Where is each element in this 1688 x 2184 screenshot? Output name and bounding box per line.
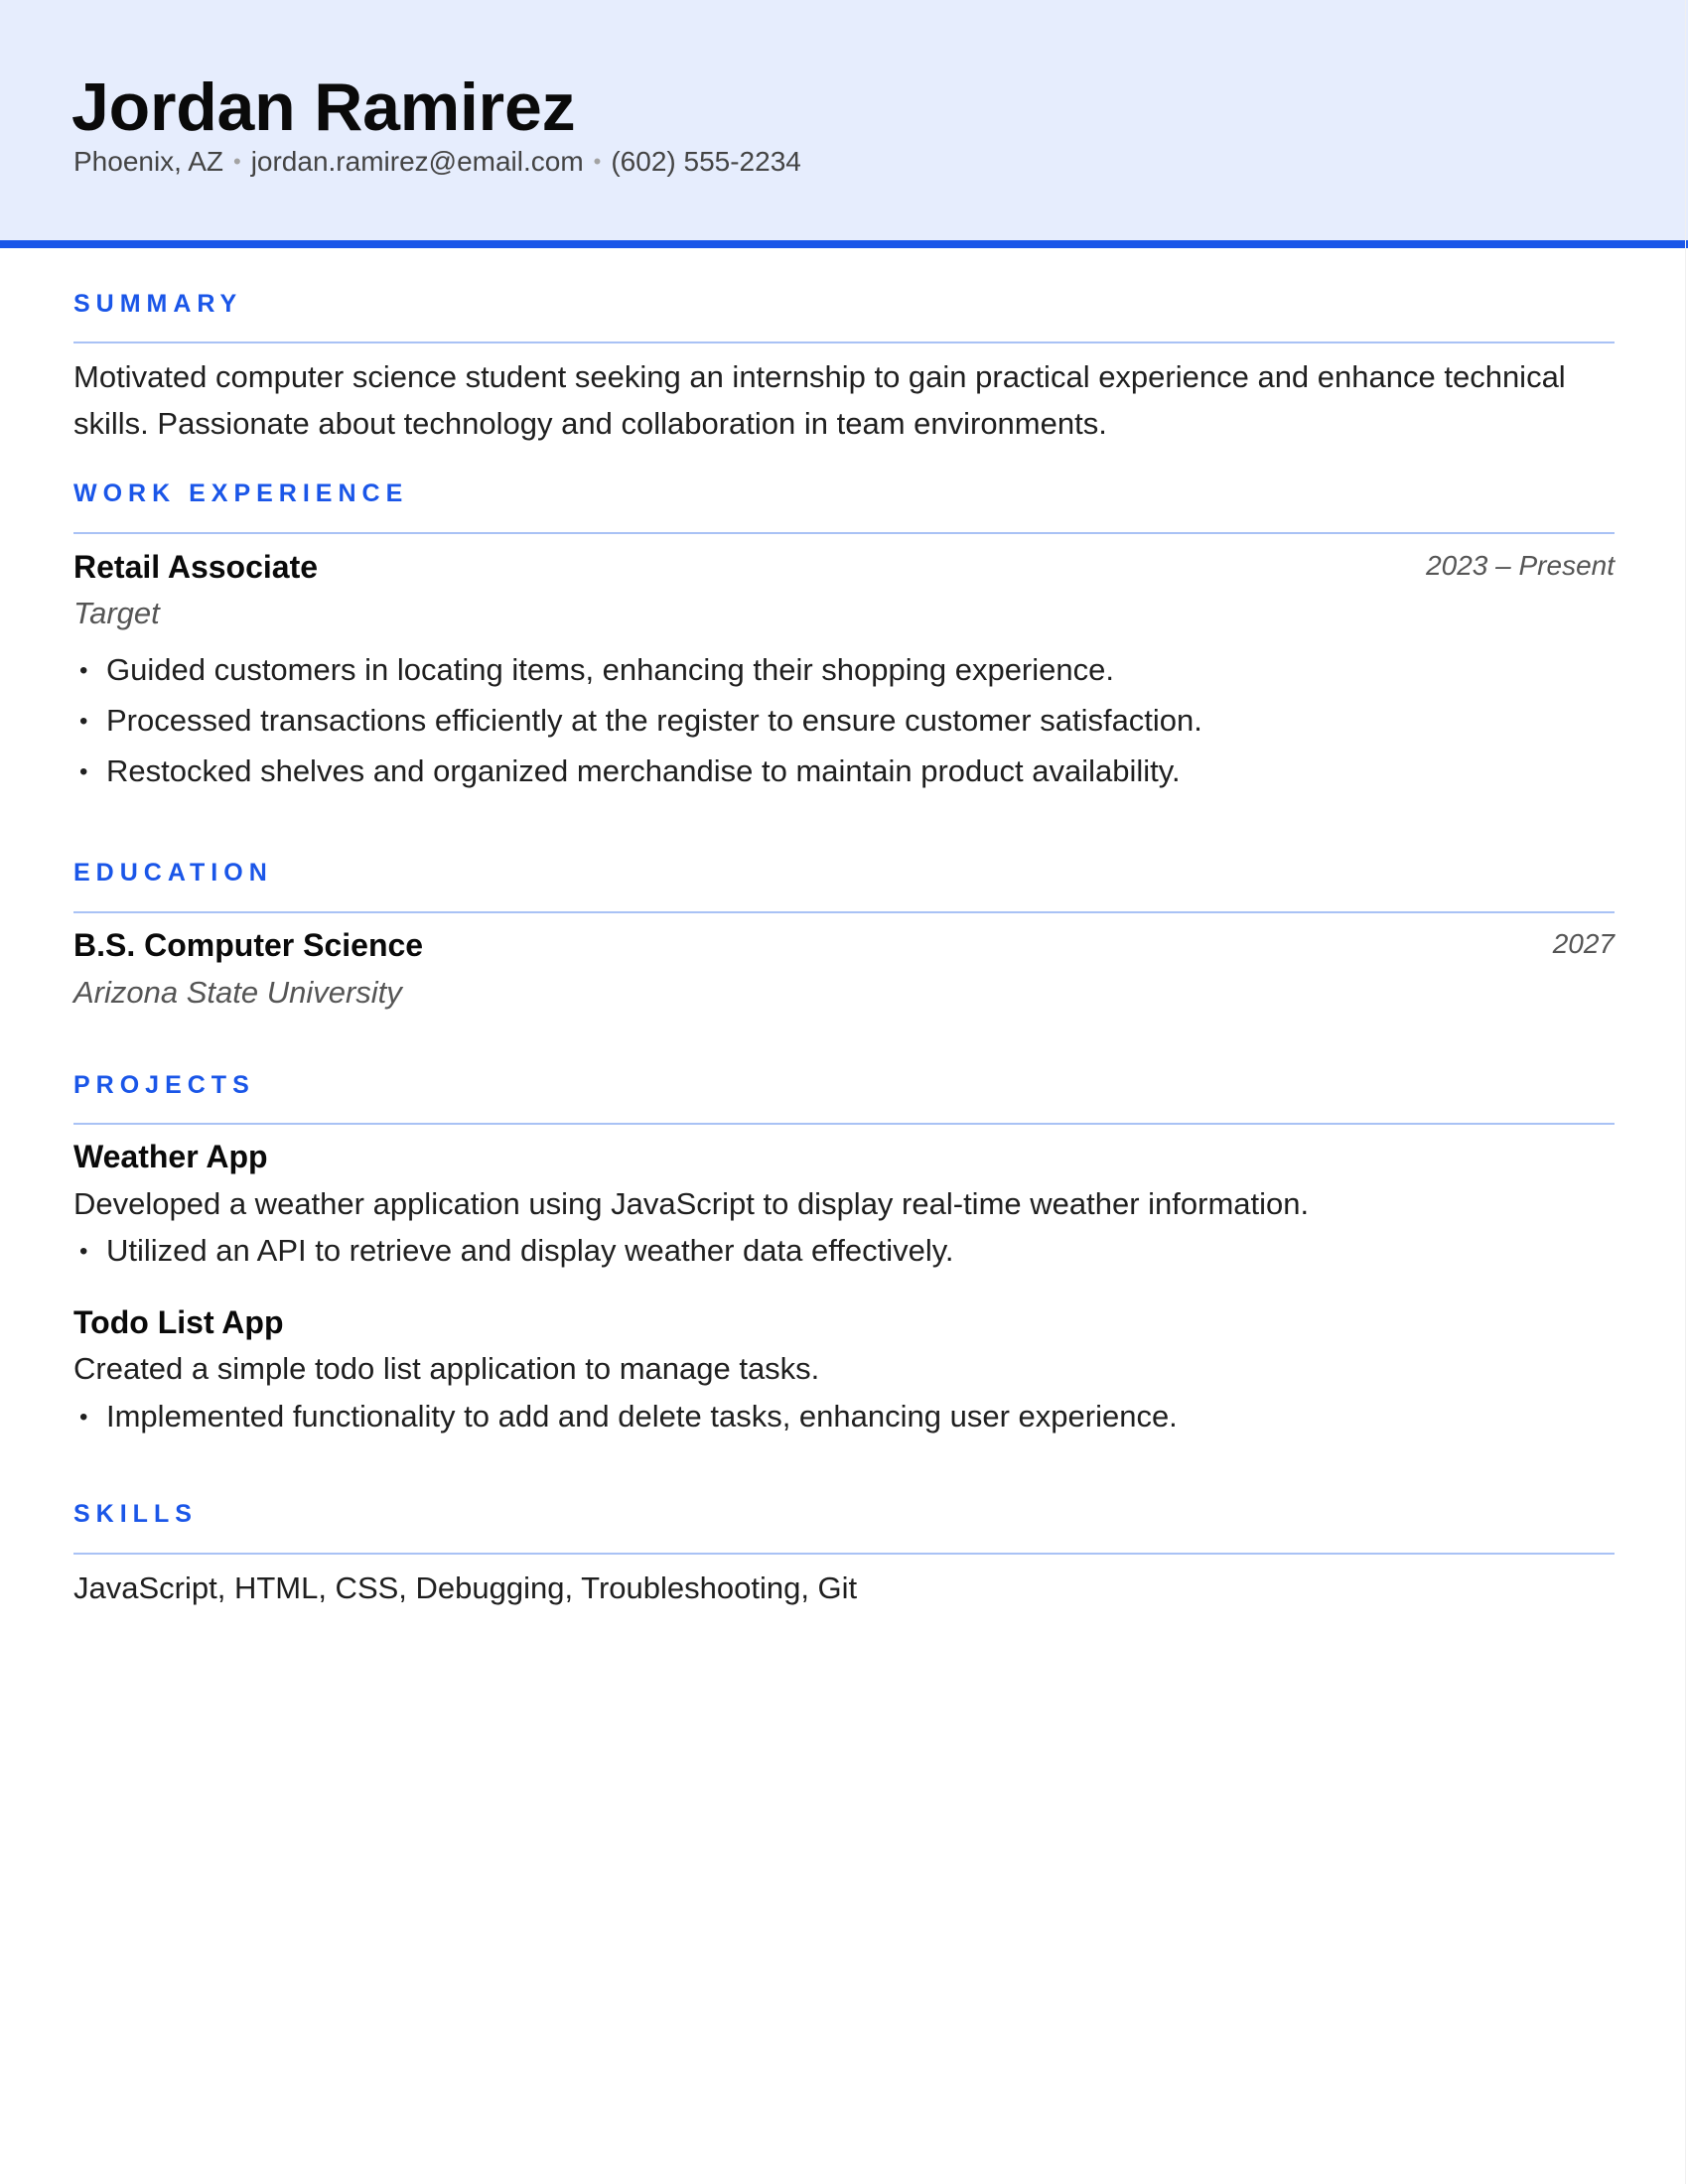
project-bullet — [73, 1397, 1178, 1439]
section-divider — [73, 341, 1615, 343]
contact-email[interactable]: jordan.ramirez@email.com — [250, 146, 584, 177]
separator-dot: • — [232, 149, 241, 174]
project-name: Weather App — [73, 1139, 268, 1174]
contact-phone[interactable]: (602) 555-2234 — [611, 146, 801, 177]
section-divider — [73, 911, 1615, 913]
bullet-text: Processed transactions efficiently at the register to ensure customer satisfaction. — [106, 703, 1202, 738]
job-title: Retail Associate — [73, 549, 319, 585]
project-description: Developed a weather application using JavaScript to display real-time weather information. — [73, 1186, 1310, 1221]
job-bullet — [73, 751, 1181, 794]
skills-list: JavaScript, HTML, CSS, Debugging, Troubleshooting, Git — [73, 1570, 858, 1605]
project-description: Created a simple todo list application to manage tasks. — [73, 1351, 820, 1386]
job-bullet — [73, 650, 1114, 693]
contact-location: Phoenix, AZ — [73, 146, 223, 177]
summary-line-2: skills. Passionate about technology and collaboration in team environments. — [73, 406, 1107, 441]
project-bullet — [73, 1231, 954, 1274]
bullet-text: Restocked shelves and organized merchandise to maintain product availability. — [106, 753, 1181, 788]
separator-dot: • — [593, 149, 602, 174]
section-title-education: EDUCATION — [73, 859, 273, 887]
bullet-text: Utilized an API to retrieve and display weather data effectively. — [106, 1233, 954, 1268]
job-dates: 2023 – Present — [1426, 550, 1615, 581]
bullet-dot: • — [79, 1238, 88, 1265]
bullet-dot: • — [79, 708, 88, 735]
section-divider — [73, 532, 1615, 534]
resume-header — [0, 0, 1688, 240]
candidate-name: Jordan Ramirez — [71, 69, 576, 145]
header-accent-bar — [0, 240, 1688, 248]
graduation-year: 2027 — [1552, 928, 1615, 959]
section-divider — [73, 1123, 1615, 1125]
section-title-work-experience: WORK EXPERIENCE — [73, 479, 409, 507]
summary-line-1: Motivated computer science student seeking an internship to gain practical experience and enhance technical — [73, 359, 1566, 394]
bullet-text: Implemented functionality to add and delete tasks, enhancing user experience. — [106, 1399, 1178, 1433]
section-divider — [73, 1553, 1615, 1555]
job-bullet — [73, 701, 1202, 744]
project-name: Todo List App — [73, 1304, 284, 1340]
bullet-dot: • — [79, 657, 88, 684]
section-title-summary: SUMMARY — [73, 290, 243, 318]
section-title-skills: SKILLS — [73, 1500, 198, 1528]
section-title-projects: PROJECTS — [73, 1071, 255, 1099]
contact-line — [73, 144, 801, 182]
bullet-dot: • — [79, 758, 88, 785]
bullet-text: Guided customers in locating items, enhancing their shopping experience. — [106, 652, 1114, 687]
school-name: Arizona State University — [73, 975, 402, 1010]
bullet-dot: • — [79, 1404, 88, 1431]
job-company: Target — [73, 596, 160, 630]
degree-title: B.S. Computer Science — [73, 927, 424, 963]
page-edge — [1685, 0, 1686, 2184]
